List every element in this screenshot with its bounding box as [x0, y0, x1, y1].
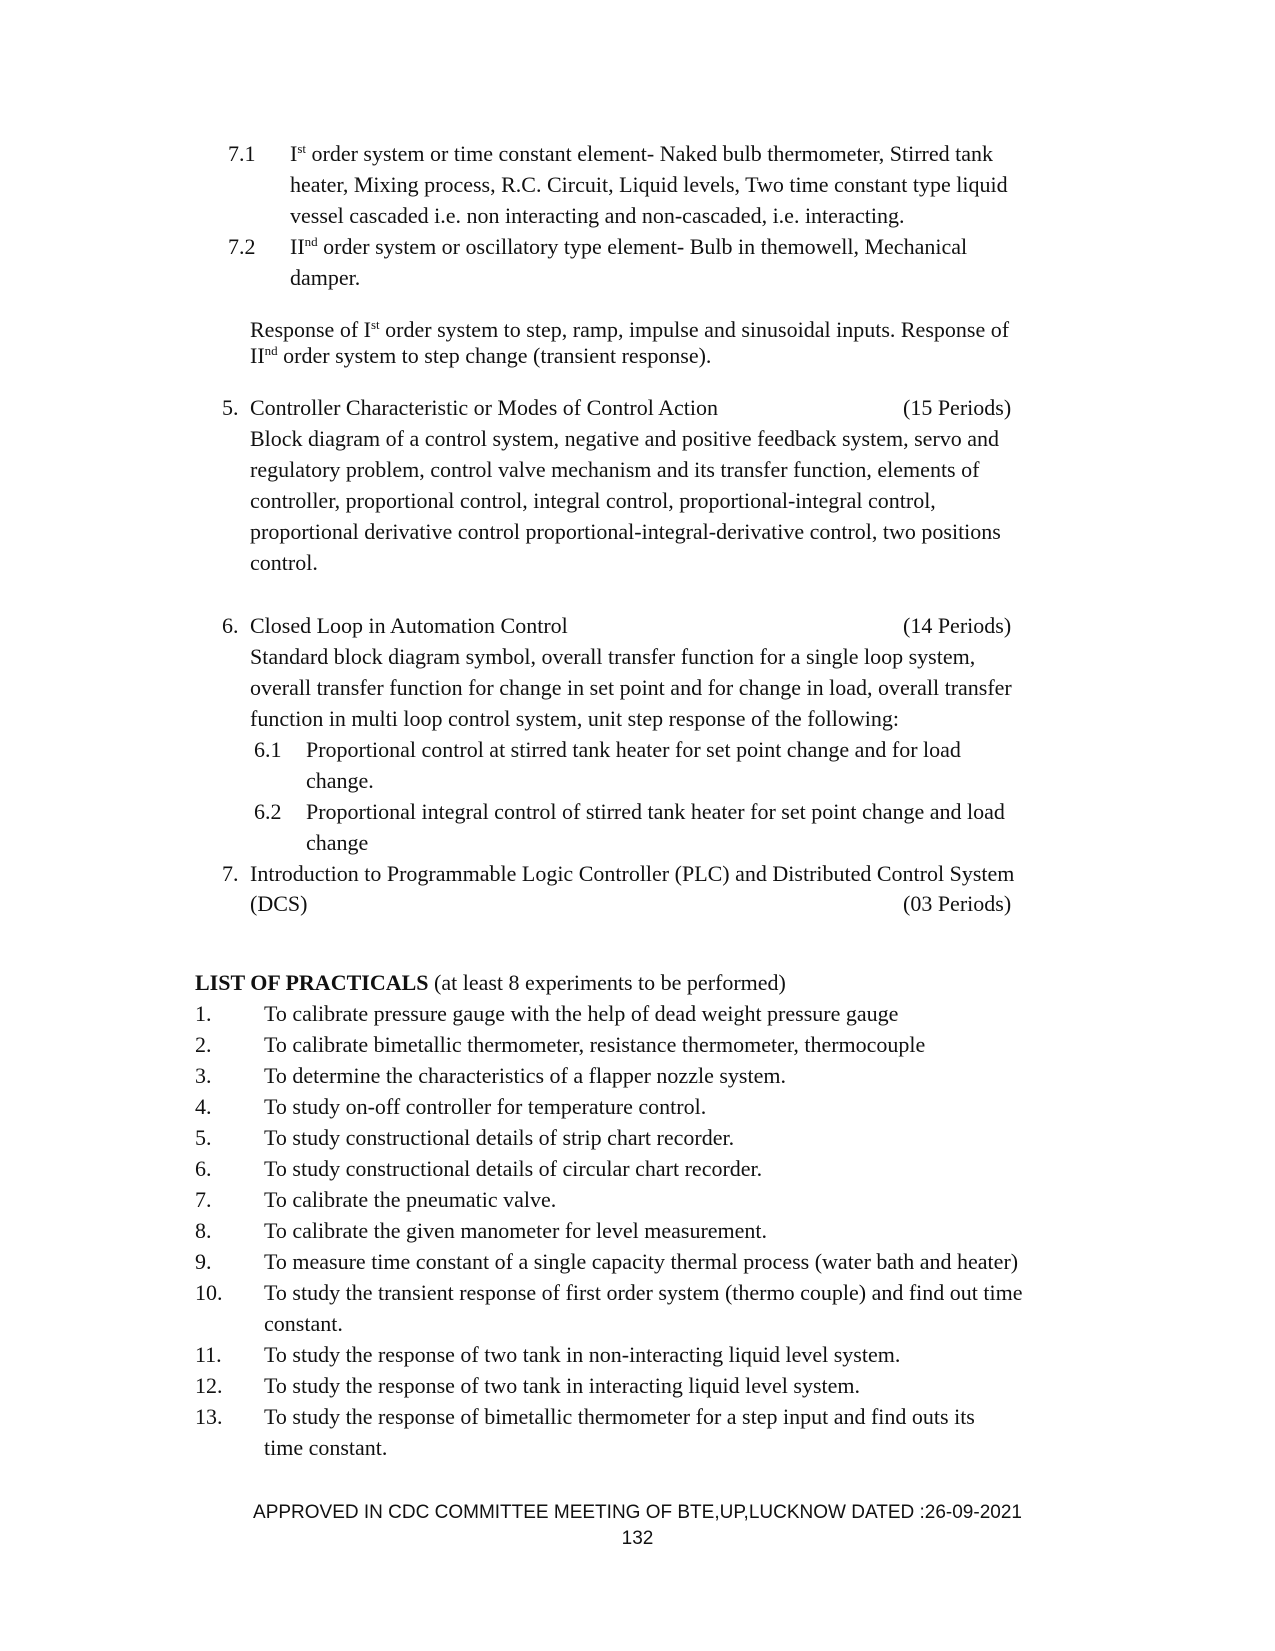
section-7-line-1: Introduction to Programmable Logic Controller (PLC) and Distributed Control System [250, 861, 1015, 886]
item-7-1-line-2: heater, Mixing process, R.C. Circuit, Liquid levels, Two time constant type liquid [290, 172, 1008, 197]
approval-footer: APPROVED IN CDC COMMITTEE MEETING OF BTE,UP,LUCKNOW DATED :26-09-2021 [253, 1502, 1022, 1523]
practical-number: 13. [195, 1404, 223, 1429]
practical-text: To measure time constant of a single capacity thermal process (water bath and heater) [264, 1249, 1019, 1274]
practical-text: To calibrate pressure gauge with the help of dead weight pressure gauge [264, 1001, 899, 1026]
practical-text: To study constructional details of circular chart recorder. [264, 1156, 763, 1181]
item-7-2-line-1: IInd order system or oscillatory type element- Bulb in themowell, Mechanical [290, 234, 968, 259]
section-5-line: controller, proportional control, integral control, proportional-integral control, [250, 488, 936, 513]
practical-text: To study the response of two tank in interacting liquid level system. [264, 1373, 861, 1398]
practical-text-cont: time constant. [264, 1435, 388, 1460]
practical-number: 9. [195, 1249, 212, 1274]
item-7-1-number: 7.1 [228, 141, 256, 166]
section-7-line-2: (DCS) [250, 891, 308, 916]
section-5-line: proportional derivative control proportional-integral-derivative control, two positions [250, 519, 1001, 544]
section-6-line: Standard block diagram symbol, overall transfer function for a single loop system, [250, 644, 976, 669]
practical-number: 10. [195, 1280, 223, 1305]
section-6-title: Closed Loop in Automation Control [250, 613, 568, 638]
section-5-line: control. [250, 550, 318, 575]
item-6-1-line-2: change. [306, 768, 374, 793]
item-7-2-line-2: damper. [290, 265, 361, 290]
practical-number: 6. [195, 1156, 212, 1181]
section-5-line: regulatory problem, control valve mechanism and its transfer function, elements of [250, 457, 980, 482]
practical-text: To calibrate bimetallic thermometer, resistance thermometer, thermocouple [264, 1032, 926, 1057]
practical-text: To study the response of two tank in non-interacting liquid level system. [264, 1342, 901, 1367]
item-6-2-line-1: Proportional integral control of stirred tank heater for set point change and load [306, 799, 1005, 824]
item-6-1-number: 6.1 [254, 737, 282, 762]
practical-text: To calibrate the pneumatic valve. [264, 1187, 557, 1212]
section-6-periods: (14 Periods) [903, 613, 1012, 638]
practical-number: 4. [195, 1094, 212, 1119]
section-5-number: 5. [222, 395, 239, 420]
page-number: 132 [621, 1528, 654, 1549]
practical-text: To study the transient response of first order system (thermo couple) and find out time [264, 1280, 1023, 1305]
practical-number: 5. [195, 1125, 212, 1150]
section-7-periods: (03 Periods) [903, 891, 1012, 916]
item-7-1-line-1: Ist order system or time constant element- Naked bulb thermometer, Stirred tank [290, 141, 994, 166]
section-5-line: Block diagram of a control system, negative and positive feedback system, servo and [250, 426, 1000, 451]
practical-number: 12. [195, 1373, 223, 1398]
section-5-periods: (15 Periods) [903, 395, 1012, 420]
practical-number: 1. [195, 1001, 212, 1026]
practical-text-cont: constant. [264, 1311, 343, 1336]
practical-number: 3. [195, 1063, 212, 1088]
response-line-2: IInd order system to step change (transient response). [250, 343, 712, 368]
item-7-1-line-3: vessel cascaded i.e. non interacting and non-cascaded, i.e. interacting. [290, 203, 905, 228]
item-6-2-number: 6.2 [254, 799, 282, 824]
item-6-2-line-2: change [306, 830, 369, 855]
practical-text: To study the response of bimetallic thermometer for a step input and find outs its [264, 1404, 975, 1429]
section-6-line: overall transfer function for change in set point and for change in load, overall transfer [250, 675, 1012, 700]
practical-number: 2. [195, 1032, 212, 1057]
item-6-1-line-1: Proportional control at stirred tank heater for set point change and for load [306, 737, 961, 762]
practicals-heading: LIST OF PRACTICALS (at least 8 experiments to be performed) [195, 970, 786, 995]
practical-number: 7. [195, 1187, 212, 1212]
section-7-number: 7. [222, 861, 239, 886]
item-7-2-number: 7.2 [228, 234, 256, 259]
practical-number: 11. [195, 1342, 222, 1367]
practical-text: To calibrate the given manometer for level measurement. [264, 1218, 768, 1243]
section-5-title: Controller Characteristic or Modes of Control Action [250, 395, 719, 420]
section-6-line: function in multi loop control system, unit step response of the following: [250, 706, 899, 731]
practical-text: To determine the characteristics of a flapper nozzle system. [264, 1063, 786, 1088]
practical-text: To study constructional details of strip chart recorder. [264, 1125, 735, 1150]
section-6-number: 6. [222, 613, 239, 638]
practical-number: 8. [195, 1218, 212, 1243]
practical-text: To study on-off controller for temperature control. [264, 1094, 707, 1119]
response-line-1: Response of Ist order system to step, ramp, impulse and sinusoidal inputs. Response of [250, 317, 1010, 342]
